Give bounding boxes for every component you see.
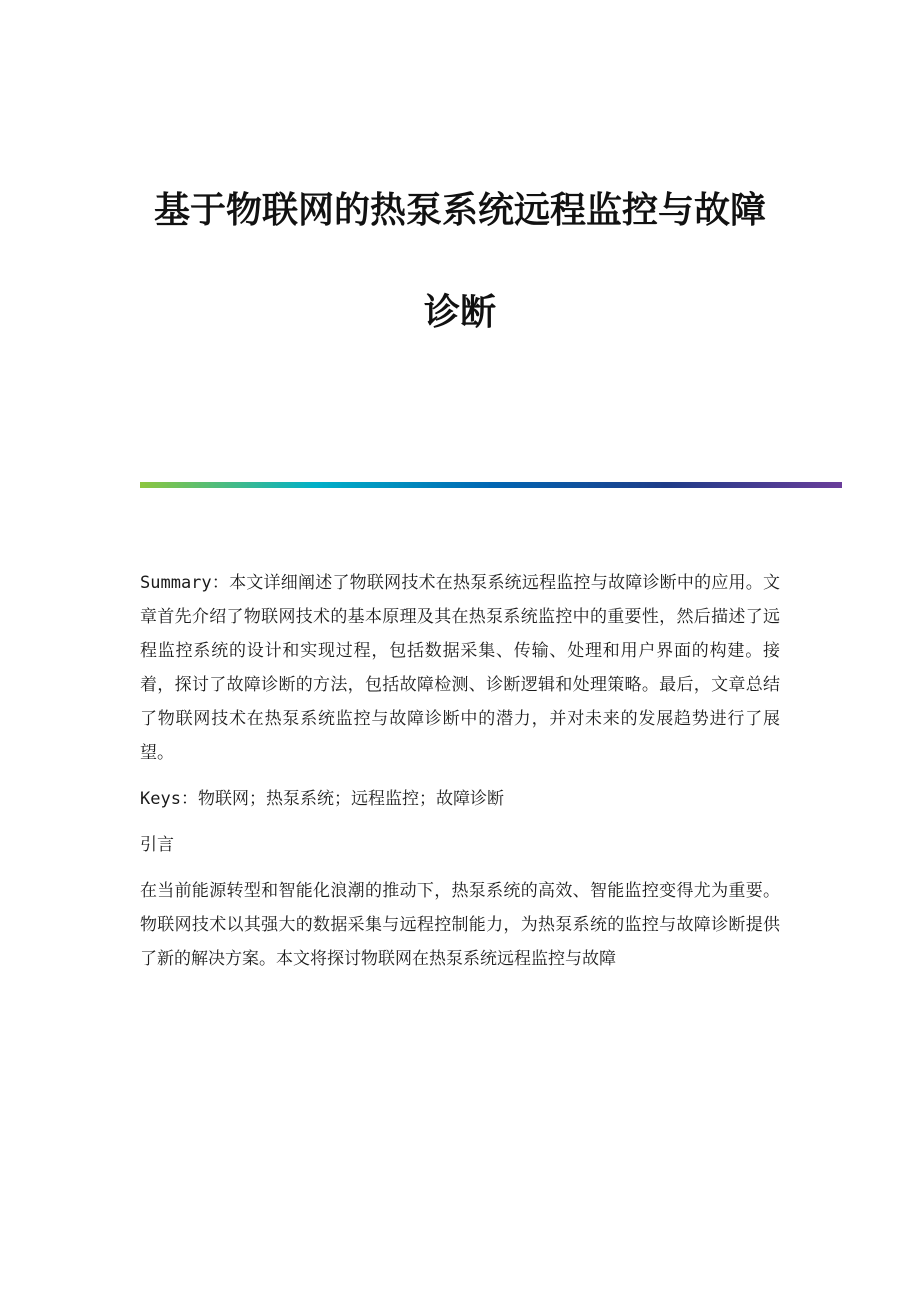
document-body [140,566,780,976]
document-title [100,190,820,332]
title-line-2: 诊断 [423,291,496,333]
summary-text: 本文详细阐述了物联网技术在热泵系统远程监控与故障诊断中的应用。文章首先介绍了物联网技术的基本原理及其在热泵系统监控中的重要性，然后描述了远程监控系统的设计和实现过程，包括数据采集、传输、处理和用户界面的构建。接着，探讨了故障诊断的方法，包括故障检测、诊断逻辑和处理策略。最后，文章总结了物联网技术在热泵系统监控与故障诊断中的潜力，并对未来的发展趋势进行了展望。 [140,573,781,763]
summary-label: Summary [140,573,212,593]
intro-paragraph: 在当前能源转型和智能化浪潮的推动下，热泵系统的高效、智能监控变得尤为重要。物联网技术以其强大的数据采集与远程控制能力，为热泵系统的监控与故障诊断提供了新的解决方案。本文将探讨物联网在热泵系统远程监控与故障 [140,881,780,969]
gradient-divider [140,482,842,488]
summary-separator: ： [211,573,230,593]
keys-paragraph [140,782,780,816]
keys-text: 物联网；热泵系统；远程监控；故障诊断 [197,789,504,809]
keys-separator: ： [180,789,198,809]
intro-heading: 引言 [140,835,174,855]
keys-label: Keys [140,789,181,809]
title-line-1: 基于物联网的热泵系统远程监控与故障 [153,189,766,231]
summary-paragraph [140,566,780,770]
